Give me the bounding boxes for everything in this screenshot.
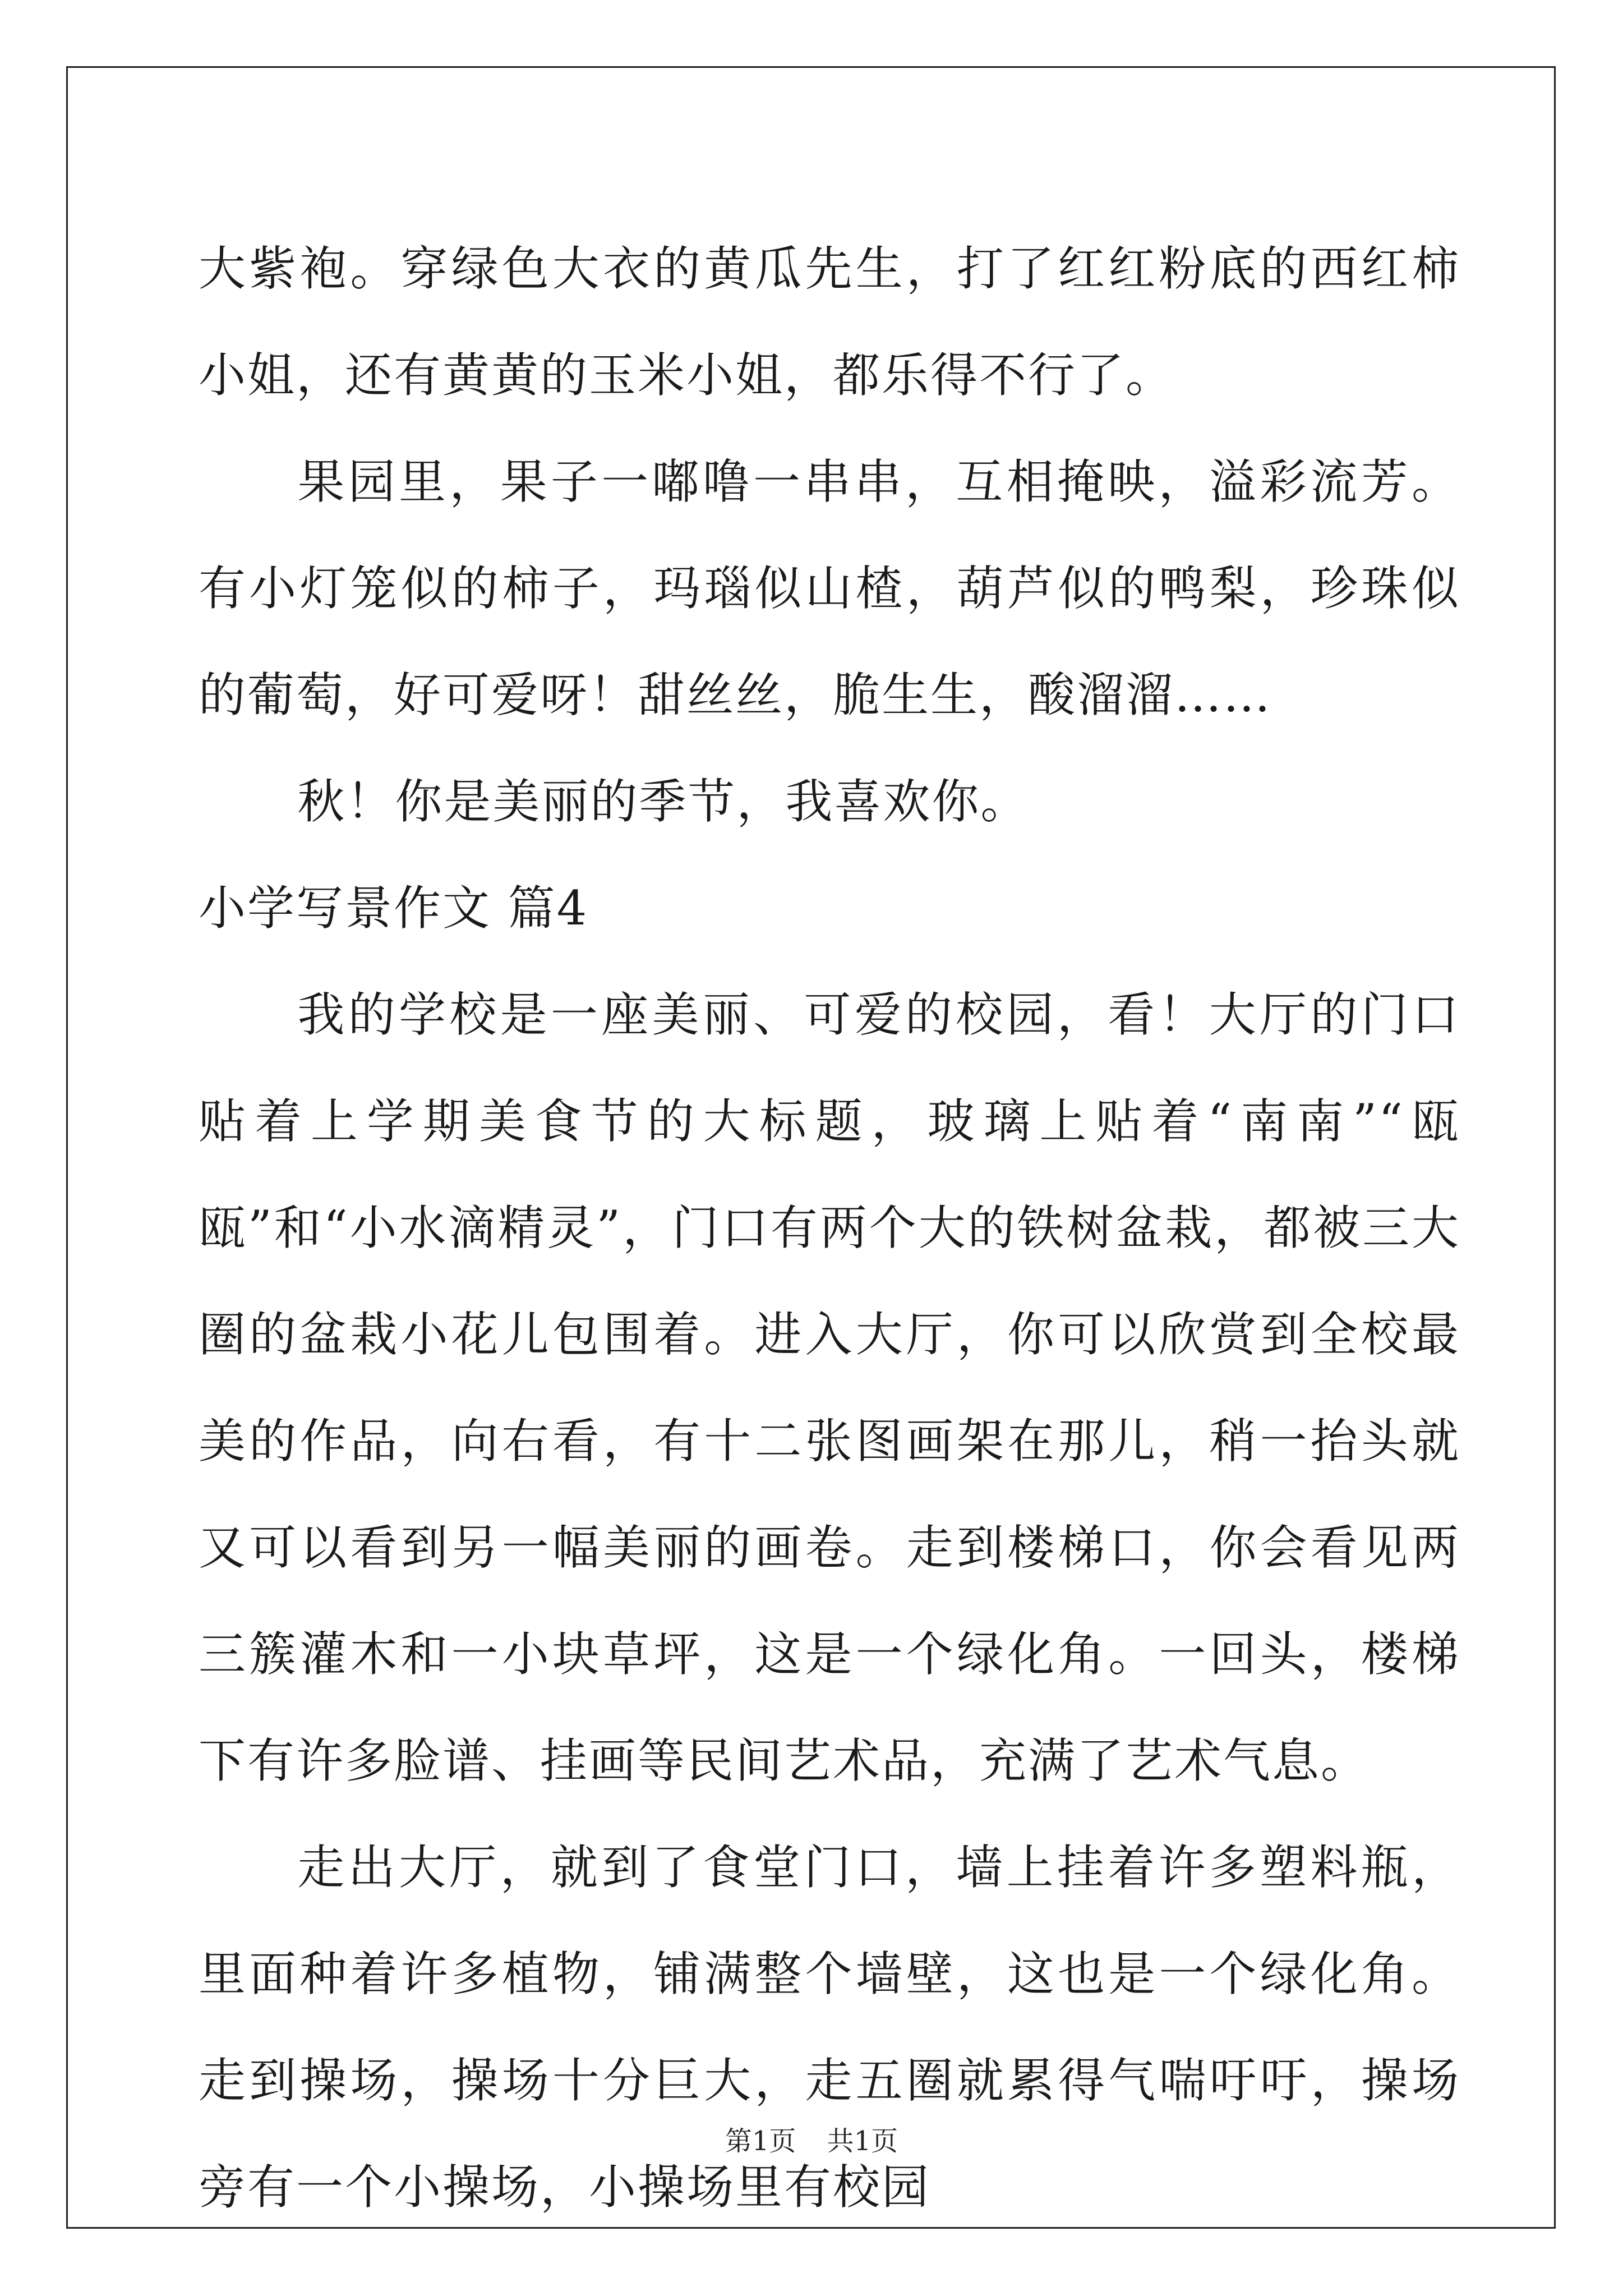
document-body (199, 215, 1460, 2240)
paragraph: 走出大厅，就到了食堂门口，墙上挂着许多塑料瓶，里面种着许多植物，铺满整个墙壁，这也是一个绿化角。走到操场，操场十分巨大，走五圈就累得气喘吁吁，操场旁有一个小操场，小操场里有校园 (199, 1840, 1460, 2215)
paragraph: 果园里，果子一嘟噜一串串，互相掩映，溢彩流芳。有小灯笼似的柿子，玛瑙似山楂，葫芦似的鸭梨，珍珠似的葡萄，好可爱呀！甜丝丝，脆生生，酸溜溜…… (199, 454, 1460, 723)
paragraph: 我的学校是一座美丽、可爱的校园，看！大厅的门口贴着上学期美食节的大标题，玻璃上贴着“南南”“瓯瓯”和“小水滴精灵”，门口有两个大的铁树盆栽，都被三大圈的盆栽小花儿包围着。进入大厅，你可以欣赏到全校最美的作品，向右看，有十二张图画架在那儿，稍一抬头就又可以看到另一幅美丽的画卷。走到楼梯口，你会看见两三簇灌木和一小块草坪，这是一个绿化角。一回头，楼梯下有许多脸谱、挂画等民间艺术品，充满了艺术气息。 (199, 987, 1460, 1788)
page-total: 共1页 (827, 2125, 898, 2157)
page-footer (0, 2119, 1623, 2158)
page-number: 第1页 (725, 2125, 796, 2157)
paragraph: 秋！你是美丽的季节，我喜欢你。 (297, 774, 1030, 829)
section-heading: 小学写景作文 篇4 (199, 881, 589, 936)
paragraph: 大紫袍。穿绿色大衣的黄瓜先生，打了红红粉底的西红柿小姐，还有黄黄的玉米小姐，都乐得不行了。 (199, 241, 1460, 403)
